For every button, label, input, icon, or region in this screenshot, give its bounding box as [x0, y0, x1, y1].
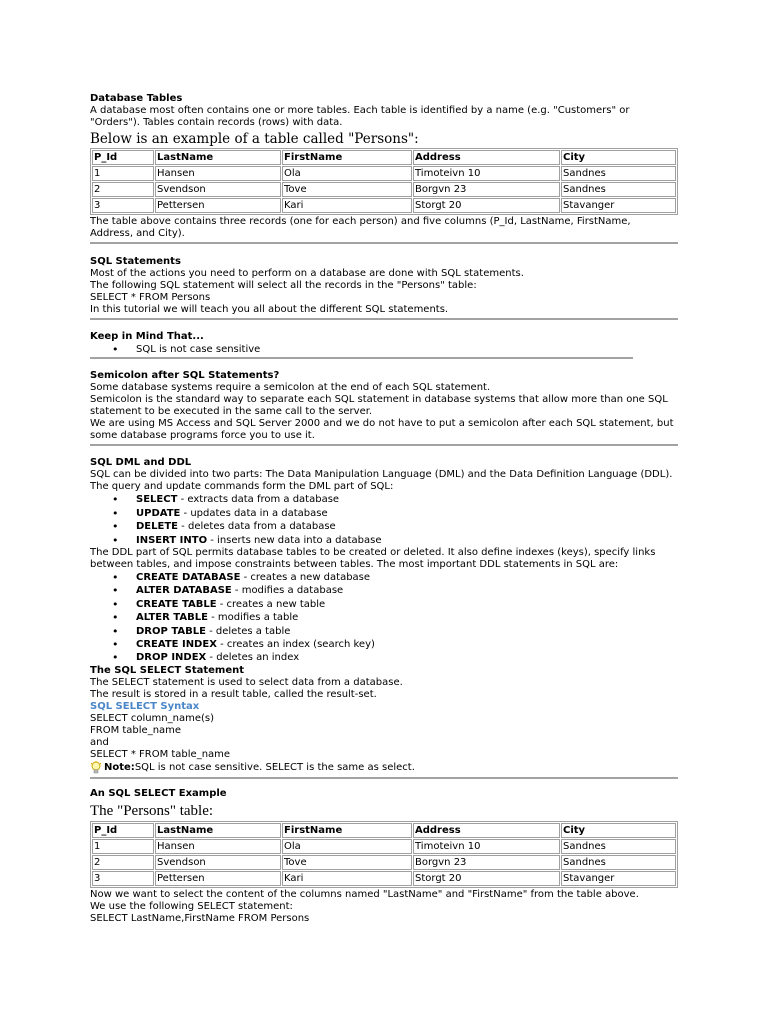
paragraph: between tables, and impose constraints between tables. The most important DDL statements in SQL are:	[90, 558, 619, 570]
command-name: DELETE	[136, 521, 178, 533]
code-line: SELECT * FROM Persons	[90, 292, 211, 303]
divider	[90, 242, 678, 244]
command-name: UPDATE	[136, 507, 181, 519]
table-cell: Pettersen	[155, 198, 281, 213]
table-cell: Storgt 20	[413, 198, 560, 213]
paragraph: Address, and City).	[90, 228, 185, 239]
paragraph: some database programs force you to use it.	[90, 430, 315, 442]
column-header: City	[561, 823, 676, 838]
paragraph: A database most often contains one or more tables. Each table is identified by a name (e.g. "Customers" or	[90, 105, 630, 116]
table-cell: Sandnes	[561, 166, 676, 181]
paragraph: statement to be executed in the same call to the server.	[90, 406, 373, 418]
command-desc: - updates data in a database	[180, 507, 328, 519]
column-header: P_Id	[92, 150, 154, 165]
table-cell: Ola	[282, 839, 412, 854]
table-row	[92, 182, 676, 197]
paragraph: The result is stored in a result table, called the result-set.	[90, 688, 377, 700]
lightbulb-icon	[90, 761, 102, 775]
heading-dml-ddl: SQL DML and DDL	[90, 457, 192, 469]
note-label: Note:	[104, 762, 135, 774]
paragraph: The SELECT statement is used to select data from a database.	[90, 676, 403, 688]
persons-table-example	[90, 821, 678, 888]
command-name: INSERT INTO	[136, 534, 208, 546]
command-desc: - deletes data from a database	[178, 521, 336, 533]
list-item	[90, 520, 678, 533]
list-item	[90, 625, 678, 638]
note-text: SQL is not case sensitive. SELECT is the same as select.	[134, 762, 415, 774]
list-item	[90, 651, 678, 664]
table-cell: 2	[92, 182, 154, 197]
heading-select-example: An SQL SELECT Example	[90, 787, 227, 799]
command-desc: - creates a new database	[240, 571, 371, 583]
ddl-list	[90, 571, 678, 665]
command-name: SELECT	[136, 494, 178, 506]
paragraph: Semicolon is the standard way to separate each SQL statement in database systems that allow more than one SQL	[90, 394, 668, 406]
heading-database-tables: Database Tables	[90, 93, 183, 104]
table-cell: Hansen	[155, 839, 281, 854]
table-cell: Borgvn 23	[413, 855, 560, 870]
code-line: SELECT column_name(s)	[90, 712, 215, 724]
list-item	[90, 638, 678, 651]
dml-list	[90, 493, 678, 547]
table-row	[92, 198, 676, 213]
command-name: CREATE INDEX	[136, 638, 217, 650]
list-item	[90, 584, 678, 597]
paragraph: The following SQL statement will select all the records in the "Persons" table:	[90, 280, 477, 291]
table-cell: 2	[92, 855, 154, 870]
command-desc: - creates a new table	[216, 598, 326, 610]
command-desc: - modifies a database	[231, 585, 344, 597]
column-header: Address	[413, 823, 560, 838]
table-cell: Sandnes	[561, 839, 676, 854]
table-cell: Kari	[282, 198, 412, 213]
heading-select-statement: The SQL SELECT Statement	[90, 664, 245, 676]
table-cell: 1	[92, 839, 154, 854]
command-desc: - deletes an index	[206, 652, 300, 664]
table-header-row	[92, 150, 676, 165]
table-cell: Sandnes	[561, 182, 676, 197]
paragraph: SQL can be divided into two parts: The Data Manipulation Language (DML) and the Data Definition Language (DDL).	[90, 469, 673, 481]
list-item	[90, 507, 678, 520]
table-caption: The "Persons" table:	[90, 802, 214, 819]
table-row	[92, 839, 676, 854]
paragraph: Some database systems require a semicolon at the end of each SQL statement.	[90, 382, 491, 394]
table-cell: 3	[92, 198, 154, 213]
code-line: SELECT LastName,FirstName FROM Persons	[90, 912, 310, 924]
list-item: • SQL is not case sensitive	[90, 343, 678, 356]
list-item	[90, 571, 678, 584]
paragraph: "Orders"). Tables contain records (rows) with data.	[90, 117, 343, 128]
table-row	[92, 166, 676, 181]
command-desc: - extracts data from a database	[177, 494, 340, 506]
table-cell: Borgvn 23	[413, 182, 560, 197]
table-cell: Svendson	[155, 182, 281, 197]
command-name: DROP TABLE	[136, 625, 206, 637]
table-cell: Tove	[282, 855, 412, 870]
divider	[90, 444, 678, 446]
command-name: ALTER TABLE	[136, 612, 208, 624]
paragraph: We use the following SELECT statement:	[90, 900, 293, 912]
code-line: SELECT * FROM table_name	[90, 748, 231, 760]
code-line: and	[90, 736, 109, 748]
paragraph: Most of the actions you need to perform on a database are done with SQL statements.	[90, 268, 524, 279]
column-header: FirstName	[282, 823, 412, 838]
heading-semicolon: Semicolon after SQL Statements?	[90, 370, 280, 382]
paragraph: The query and update commands form the DML part of SQL:	[90, 481, 394, 493]
column-header: LastName	[155, 823, 281, 838]
command-name: ALTER DATABASE	[136, 585, 232, 597]
list-item	[90, 611, 678, 624]
paragraph: The table above contains three records (one for each person) and five columns (P_Id, LastName, FirstName,	[90, 216, 631, 227]
table-cell: Kari	[282, 871, 412, 886]
table-cell: Ola	[282, 166, 412, 181]
list-item	[90, 534, 678, 547]
keep-in-mind-list	[90, 343, 678, 356]
command-desc: - inserts new data into a database	[207, 534, 382, 546]
table-cell: Stavanger	[561, 198, 676, 213]
table-cell: Timoteivn 10	[413, 166, 560, 181]
paragraph: In this tutorial we will teach you all about the different SQL statements.	[90, 304, 449, 315]
table-row	[92, 871, 676, 886]
command-name: CREATE TABLE	[136, 598, 217, 610]
table-cell: 1	[92, 166, 154, 181]
paragraph: Now we want to select the content of the columns named "LastName" and "FirstName" from the table above.	[90, 888, 639, 900]
table-cell: Hansen	[155, 166, 281, 181]
table-cell: Storgt 20	[413, 871, 560, 886]
table-cell: 3	[92, 871, 154, 886]
table-cell: Tove	[282, 182, 412, 197]
note	[90, 761, 678, 776]
table-caption: Below is an example of a table called "Persons":	[90, 131, 419, 147]
syntax-heading: SQL SELECT Syntax	[90, 700, 200, 712]
table-cell: Sandnes	[561, 855, 676, 870]
code-line: FROM table_name	[90, 724, 182, 736]
paragraph: The DDL part of SQL permits database tables to be created or deleted. It also define indexes (keys), specify links	[90, 546, 656, 558]
column-header: P_Id	[92, 823, 154, 838]
divider	[90, 777, 678, 779]
column-header: Address	[413, 150, 560, 165]
table-header-row	[92, 823, 676, 838]
column-header: FirstName	[282, 150, 412, 165]
table-cell: Svendson	[155, 855, 281, 870]
list-item	[90, 493, 678, 506]
table-cell: Pettersen	[155, 871, 281, 886]
divider	[90, 357, 633, 359]
command-desc: - modifies a table	[207, 612, 299, 624]
document-page	[90, 93, 678, 925]
persons-table	[90, 148, 678, 215]
table-row	[92, 855, 676, 870]
table-cell: Timoteivn 10	[413, 839, 560, 854]
heading-sql-statements: SQL Statements	[90, 256, 181, 267]
divider	[90, 318, 678, 320]
paragraph: We are using MS Access and SQL Server 2000 and we do not have to put a semicolon after each SQL statement, but	[90, 418, 674, 430]
table-cell: Stavanger	[561, 871, 676, 886]
heading-keep-in-mind: Keep in Mind That...	[90, 331, 204, 342]
list-item	[90, 598, 678, 611]
command-name: CREATE DATABASE	[136, 571, 241, 583]
column-header: LastName	[155, 150, 281, 165]
command-desc: - deletes a table	[205, 625, 291, 637]
column-header: City	[561, 150, 676, 165]
command-desc: - creates an index (search key)	[216, 638, 375, 650]
command-name: DROP INDEX	[136, 652, 207, 664]
